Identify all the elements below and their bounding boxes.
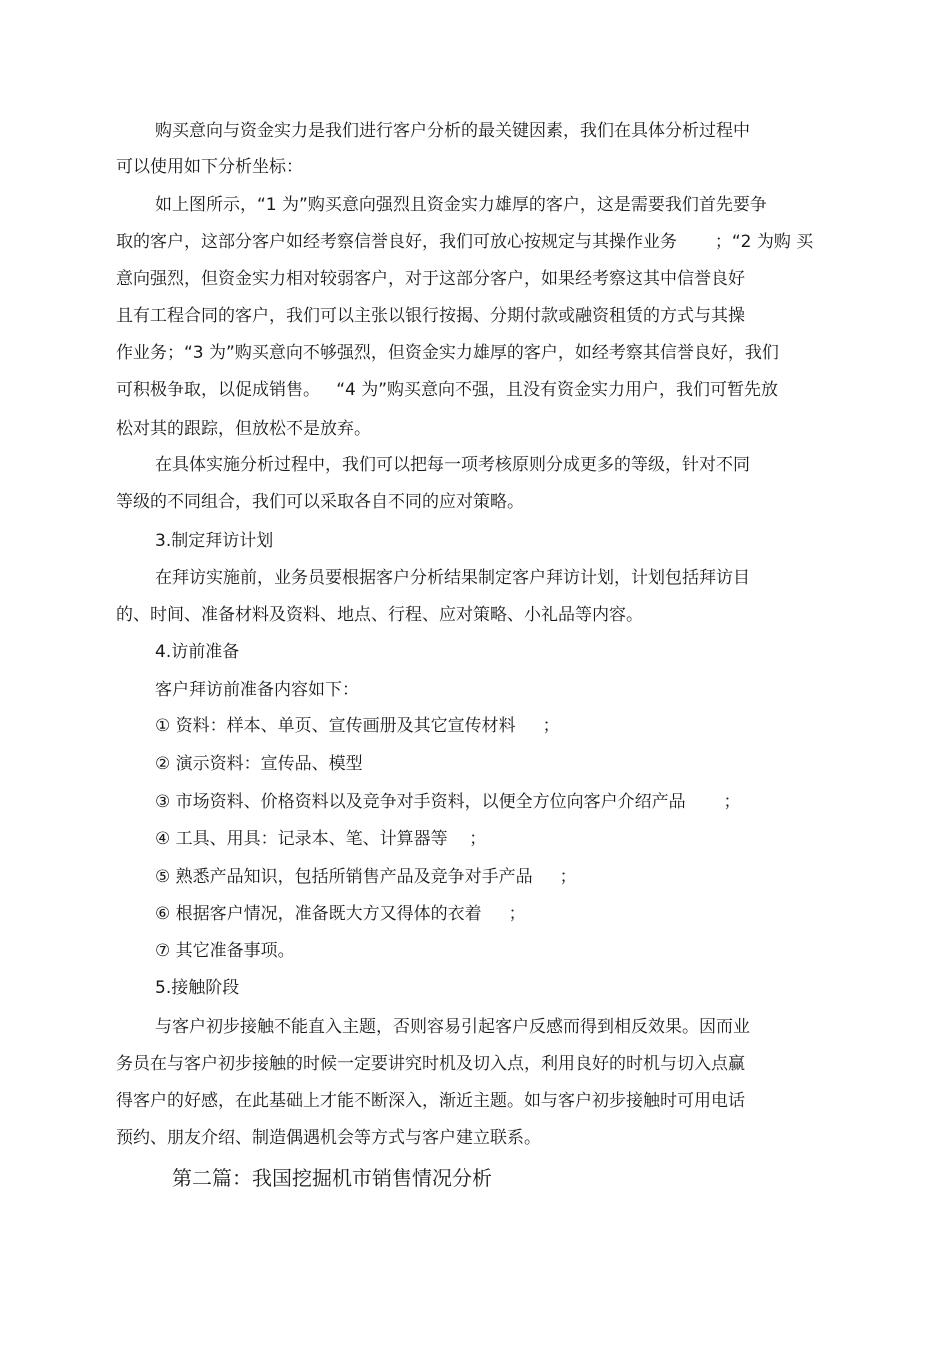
paragraph-2-line-6: 可积极争取，以促成销售。 “4 为”购买意向不强，且没有资金实力用户，我们可暂先放 xyxy=(116,380,779,400)
prep-list-item: ⑥ 根据客户情况，准备既大方又得体的衣着 ； xyxy=(155,904,526,924)
prep-list-item: ③ 市场资料、价格资料以及竞争对手资料，以便全方位向客户介绍产品 ； xyxy=(155,792,741,812)
paragraph-2-line-4: 且有工程合同的客户，我们可以主张以银行按揭、分期付款或融资租赁的方式与其操 xyxy=(116,306,745,326)
section-heading-5: 5.接触阶段 xyxy=(155,978,240,998)
prep-list-item: ④ 工具、用具：记录本、笔、计算器等 ； xyxy=(155,829,487,849)
paragraph-4-line-2: 的、时间、准备材料及资料、地点、行程、应对策略、小礼品等内容。 xyxy=(116,605,643,625)
paragraph-1-line-2: 可以使用如下分析坐标： xyxy=(116,157,303,177)
paragraph-2-line-2: 取的客户，这部分客户如经考察信誉良好，我们可放心按规定与其操作业务 ；“2 为购 买 xyxy=(116,232,814,252)
paragraph-3-line-2: 等级的不同组合，我们可以采取各自不同的应对策略。 xyxy=(116,492,524,512)
paragraph-5-line-4: 预约、朋友介绍、制造偶遇机会等方式与客户建立联系。 xyxy=(116,1128,541,1148)
prep-intro: 客户拜访前准备内容如下： xyxy=(155,680,359,700)
paragraph-2-line-5: 作业务；“3 为”购买意向不够强烈，但资金实力雄厚的客户，如经考察其信誉良好，我们 xyxy=(116,343,779,363)
prep-list-item: ① 资料：样本、单页、宣传画册及其它宣传材料 ； xyxy=(155,716,560,736)
paragraph-2-line-7: 松对其的跟踪，但放松不是放弃。 xyxy=(116,419,371,439)
prep-list-item: ⑦ 其它准备事项。 xyxy=(155,941,295,961)
section-heading-3: 3.制定拜访计划 xyxy=(155,531,274,551)
paragraph-4-line-1: 在拜访实施前，业务员要根据客户分析结果制定客户拜访计划，计划包括拜访目 xyxy=(155,568,750,588)
paragraph-5-line-3: 得客户的好感，在此基础上才能不断深入，渐近主题。如与客户初步接触时可用电话 xyxy=(116,1091,745,1111)
prep-list-item: ② 演示资料：宣传品、模型 xyxy=(155,754,363,774)
paragraph-3-line-1: 在具体实施分析过程中，我们可以把每一项考核原则分成更多的等级，针对不同 xyxy=(155,455,750,475)
paragraph-5-line-1: 与客户初步接触不能直入主题，否则容易引起客户反感而得到相反效果。因而业 xyxy=(155,1017,750,1037)
prep-list-item: ⑤ 熟悉产品知识，包括所销售产品及竞争对手产品 ； xyxy=(155,867,577,887)
paragraph-2-line-3: 意向强烈，但资金实力相对较弱客户，对于这部分客户，如果经考察这其中信誉良好 xyxy=(116,269,745,289)
section-heading-4: 4.访前准备 xyxy=(155,642,240,662)
paragraph-1-line-1: 购买意向与资金实力是我们进行客户分析的最关键因素，我们在具体分析过程中 xyxy=(155,121,750,141)
section-title: 第二篇：我国挖掘机市销售情况分析 xyxy=(172,1166,492,1190)
paragraph-5-line-2: 务员在与客户初步接触的时候一定要讲究时机及切入点，利用良好的时机与切入点赢 xyxy=(116,1054,745,1074)
paragraph-2-line-1: 如上图所示，“1 为”购买意向强烈且资金实力雄厚的客户，这是需要我们首先要争 xyxy=(155,195,767,215)
